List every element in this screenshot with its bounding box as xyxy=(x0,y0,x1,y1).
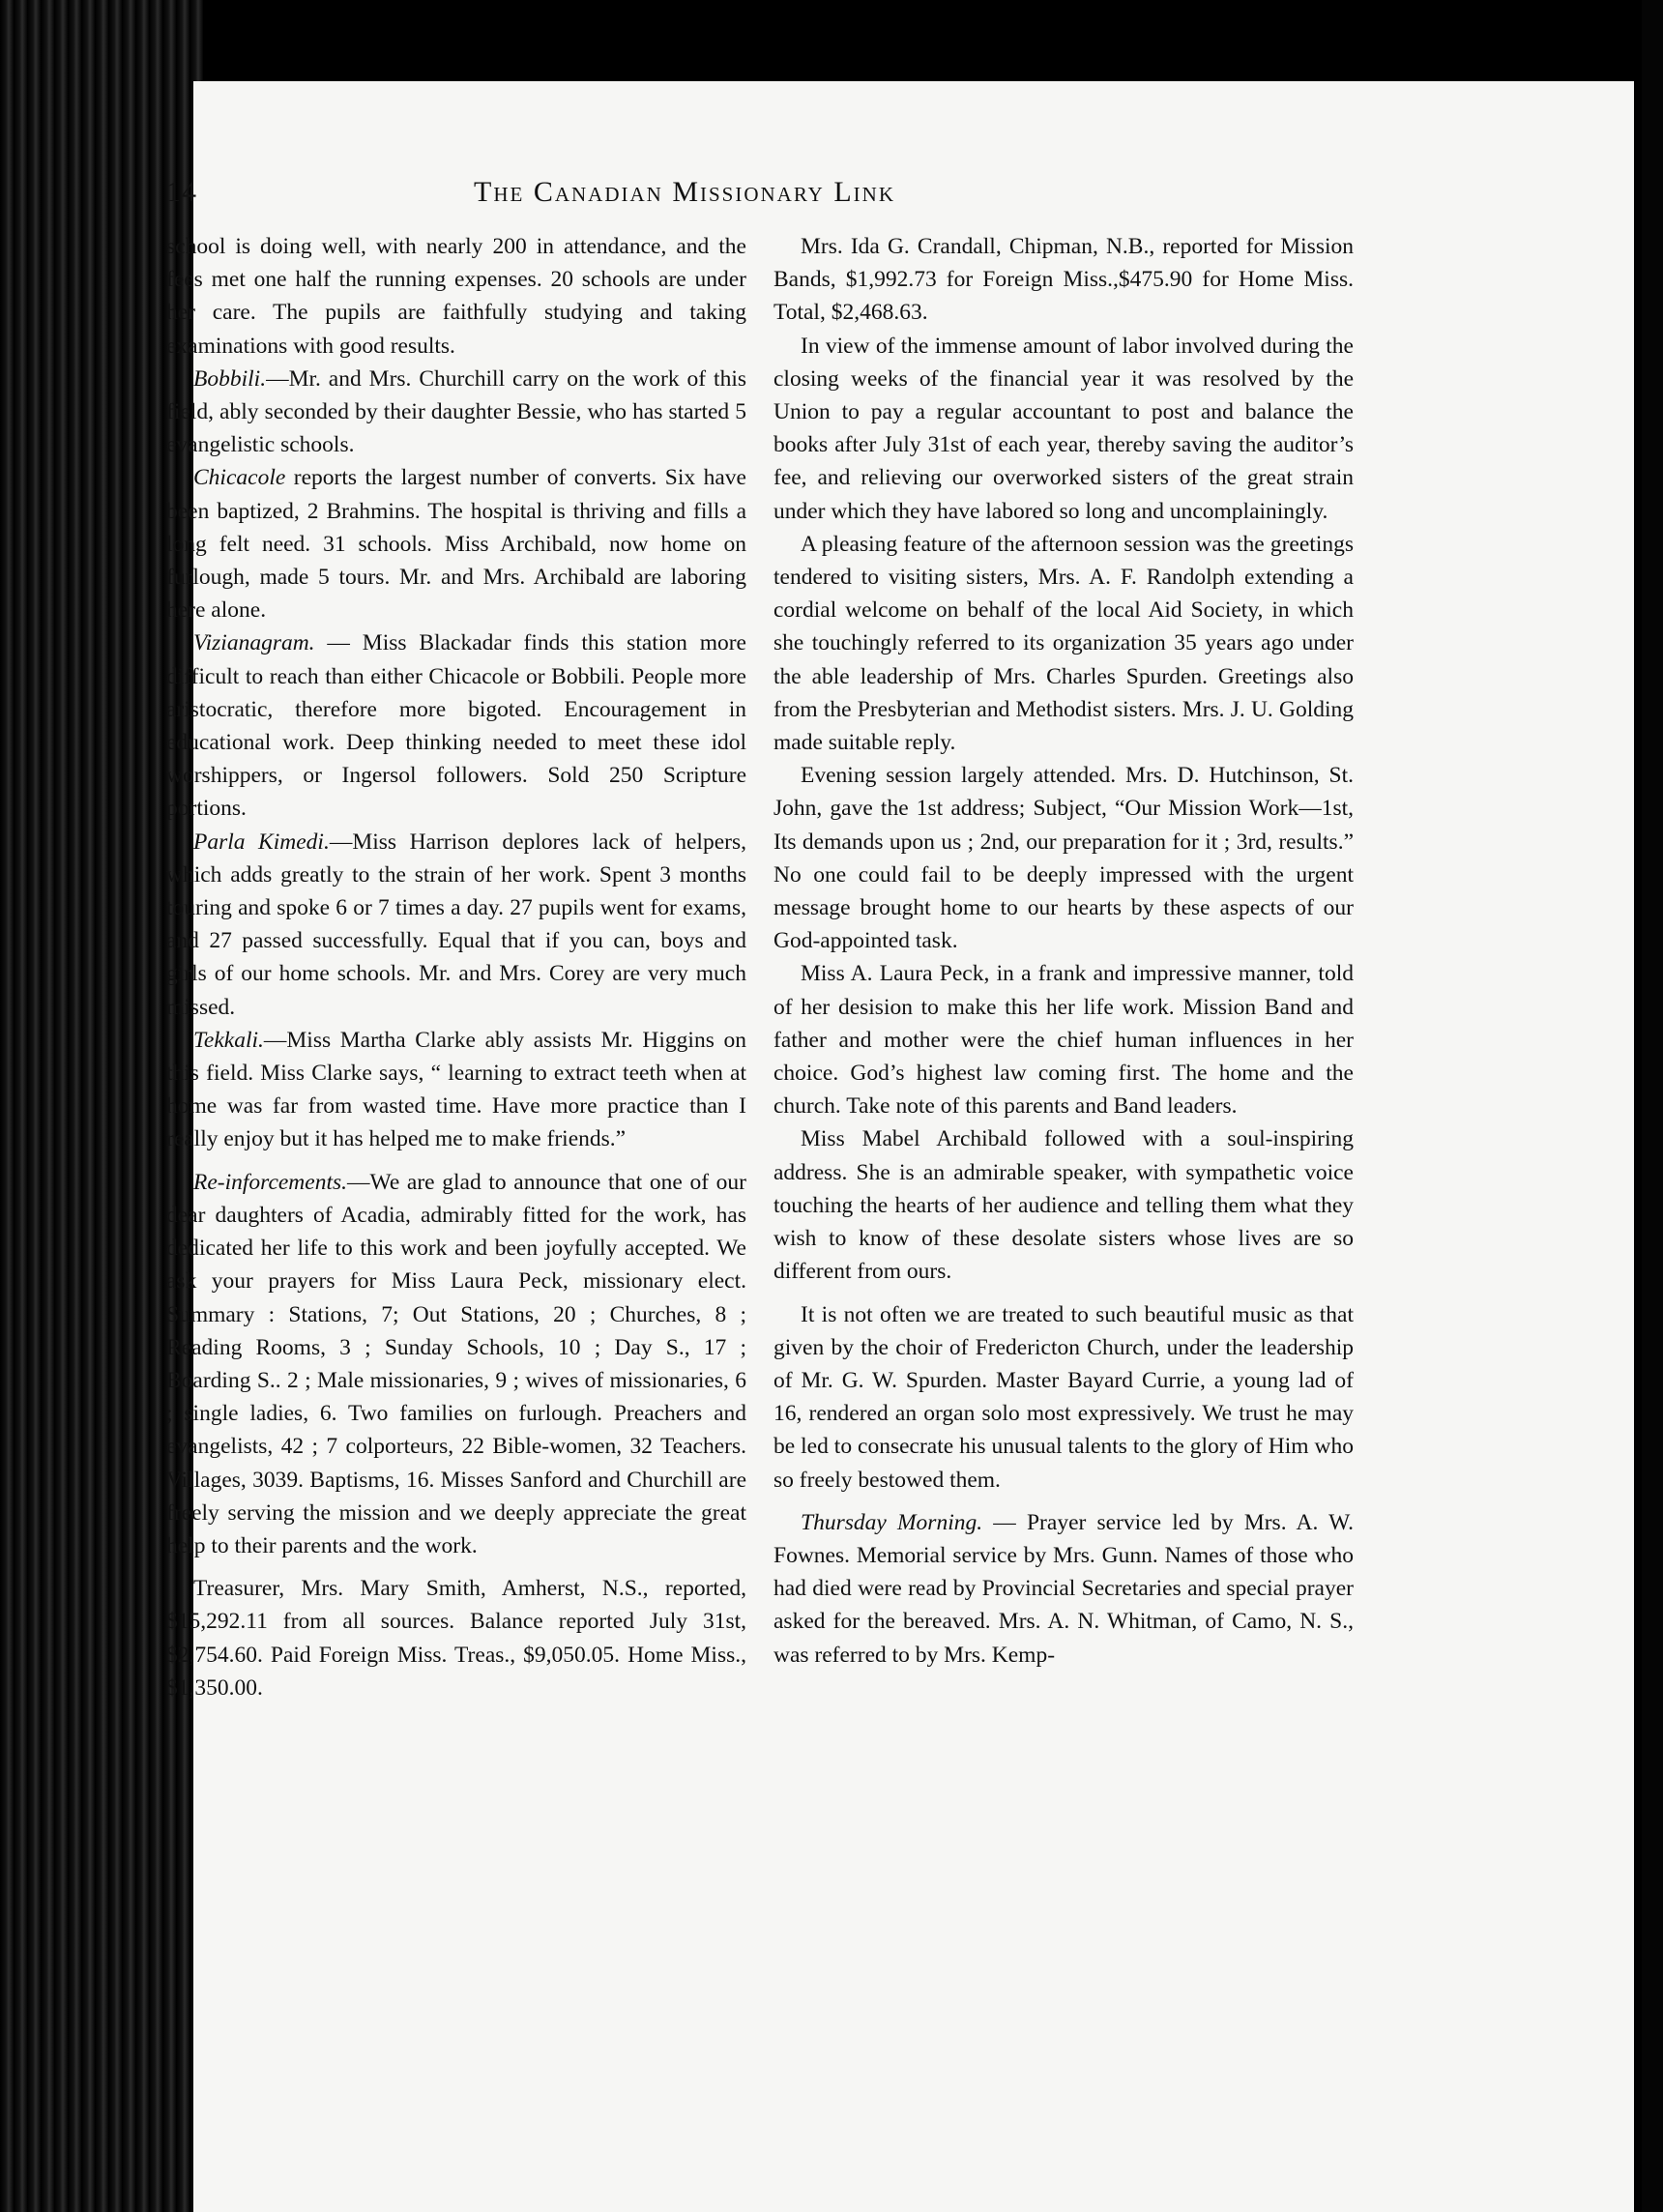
book-edge xyxy=(1642,0,1663,2212)
paragraph-text: —Miss Martha Clarke ably assists Mr. Higgins on this field. Miss Clarke says, “ learning to extract teeth when at home was far from wasted time. Have more practice than I really enjoy but it has helped me to make friends.” xyxy=(166,1027,746,1152)
running-title: The Canadian Missionary Link xyxy=(474,176,895,208)
paragraph-text: —Miss Harrison deplores lack of helpers, which adds greatly to the strain of her work. Spent 3 months touring and spoke 6 or 7 times a day. 27 pupils went for exams, and 27 passed successfully. Equal that if you can, boys and girls of our home schools. Mr. and Mrs. Corey are very much missed. xyxy=(166,829,746,1020)
left-column xyxy=(166,230,746,1704)
paragraph xyxy=(166,826,746,1024)
page-number: 14 xyxy=(166,176,197,208)
paragraph-lead: Vizianagram. xyxy=(193,630,315,656)
paragraph-lead: Chicacole xyxy=(193,465,286,491)
page-header xyxy=(166,176,1191,215)
paragraph xyxy=(166,461,746,626)
paragraph-text: —Mr. and Mrs. Churchill carry on the work of this field, ably seconded by their daughter Bessie, who has started 5 evangelistic schools. xyxy=(166,365,746,458)
paragraph xyxy=(166,1024,746,1156)
paragraph xyxy=(166,363,746,462)
paragraph-lead: Parla Kimedi. xyxy=(193,829,330,855)
right-column xyxy=(773,230,1354,1672)
paragraph xyxy=(773,528,1354,759)
paragraph-text: Evening session largely attended. Mrs. D. Hutchinson, St. John, gave the 1st address; Subject, “Our Mission Work—1st, Its demands upon us ; 2nd, our preparation for it ; 3rd, results.” No one could fail to be deeply impressed with the urgent message brought home to our hearts by these aspects of our God-appointed task. xyxy=(773,763,1354,954)
paragraph-lead: Re-inforcements. xyxy=(193,1169,348,1195)
paragraph xyxy=(773,957,1354,1122)
paragraph-text: reports the largest number of converts. Six have been baptized, 2 Brahmins. The hospital is thriving and fills a long felt need. 31 schools. Miss Archibald, now home on furlough, made 5 tours. Mr. and Mrs. Archibald are laboring here alone. xyxy=(166,465,746,624)
paragraph xyxy=(166,230,746,363)
paragraph-text: Miss A. Laura Peck, in a frank and impressive manner, told of her desision to make this her life work. Mission Band and father and mother were the chief human influences in her choice. God’s highest law coming first. The home and the church. Take note of this parents and Band leaders. xyxy=(773,961,1354,1120)
paragraph-text: — Prayer service led by Mrs. A. W. Fownes. Memorial service by Mrs. Gunn. Names of those who had died were read by Provincial Secretaries and special prayer asked for the bereaved. Mrs. A. N. Whitman, of Camo, N. S., was referred to by Mrs. Kemp- xyxy=(773,1509,1354,1668)
paragraph-text: It is not often we are treated to such beautiful music as that given by the choir of Fredericton Church, under the leadership of Mr. G. W. Spurden. Master Bayard Currie, a young lad of 16, rendered an organ solo most expressively. We trust he may be led to consecrate his unusual talents to the glory of Him who so freely bestowed them. xyxy=(773,1301,1354,1493)
paragraph-lead: Tekkali. xyxy=(193,1027,264,1053)
paragraph-text: A pleasing feature of the afternoon session was the greetings tendered to visiting sisters, Mrs. A. F. Randolph extending a cordial welcome on behalf of the local Aid Society, in which she touchingly referred to its organization 35 years ago under the able leadership of Mrs. Charles Spurden. Greetings also from the Presbyterian and Methodist sisters. Mrs. J. U. Golding made suitable reply. xyxy=(773,531,1354,756)
paragraph-text: — Miss Blackadar finds this station more difficult to reach than either Chicacole or Bobbili. People more aristocratic, therefore more bigoted. Encouragement in educational work. Deep thinking needed to meet these idol worshippers, or Ingersol followers. Sold 250 Scripture portions. xyxy=(166,630,746,822)
paragraph xyxy=(773,1506,1354,1672)
paragraph xyxy=(166,626,746,825)
paragraph-text: In view of the immense amount of labor involved during the closing weeks of the financial year it was resolved by the Union to pay a regular accountant to post and balance the books after July 31st of each year, thereby saving the auditor’s fee, and relieving our overworked sisters of the great strain under which they have labored so long and uncomplainingly. xyxy=(773,333,1354,524)
paragraph-text: —We are glad to announce that one of our dear daughters of Acadia, admirably fitted for the work, has dedicated her life to this work and been joyfully accepted. We ask your prayers for Miss Laura Peck, missionary elect. Summary : Stations, 7; Out Stations, 20 ; Churches, 8 ; Reading Rooms, 3 ; Sunday Schools, 10 ; Day S., 17 ; Boarding S.. 2 ; Male missionaries, 9 ; wives of missionaries, 6 ; single ladies, 6. Two families on furlough. Preachers and evangelists, 42 ; 7 colporteurs, 22 Bible-women, 32 Teachers. Villages, 3039. Baptisms, 16. Misses Sanford and Churchill are freely serving the mission and we deeply appreciate the great help to their parents and the work. xyxy=(166,1169,746,1558)
paragraph xyxy=(773,230,1354,330)
paragraph-text: school is doing well, with nearly 200 in attendance, and the fees met one half the running expenses. 20 schools are under her care. The pupils are faithfully studying and taking examinations with good results. xyxy=(166,234,746,359)
paragraph-lead: Thursday Morning. xyxy=(801,1509,983,1535)
paragraph-text: Mrs. Ida G. Crandall, Chipman, N.B., reported for Mission Bands, $1,992.73 for Foreign Miss.,$475.90 for Home Miss. Total, $2,468.63. xyxy=(773,234,1354,326)
paragraph xyxy=(773,1298,1354,1497)
paragraph xyxy=(166,1572,746,1704)
paragraph-lead: Bobbili. xyxy=(193,365,267,392)
paragraph xyxy=(166,1166,746,1562)
paragraph xyxy=(773,1122,1354,1288)
paragraph xyxy=(773,330,1354,528)
paragraph-text: Miss Mabel Archibald followed with a soul-inspiring address. She is an admirable speaker, with sympathetic voice touching the hearts of her audience and telling them what they wish to know of these desolate sisters whose lives are so different from ours. xyxy=(773,1126,1354,1285)
paragraph xyxy=(773,759,1354,957)
paragraph-text: Treasurer, Mrs. Mary Smith, Amherst, N.S., reported, $15,292.11 from all sources. Balance reported July 31st, $2,754.60. Paid Foreign Miss. Treas., $9,050.05. Home Miss., $1,350.00. xyxy=(166,1576,746,1701)
